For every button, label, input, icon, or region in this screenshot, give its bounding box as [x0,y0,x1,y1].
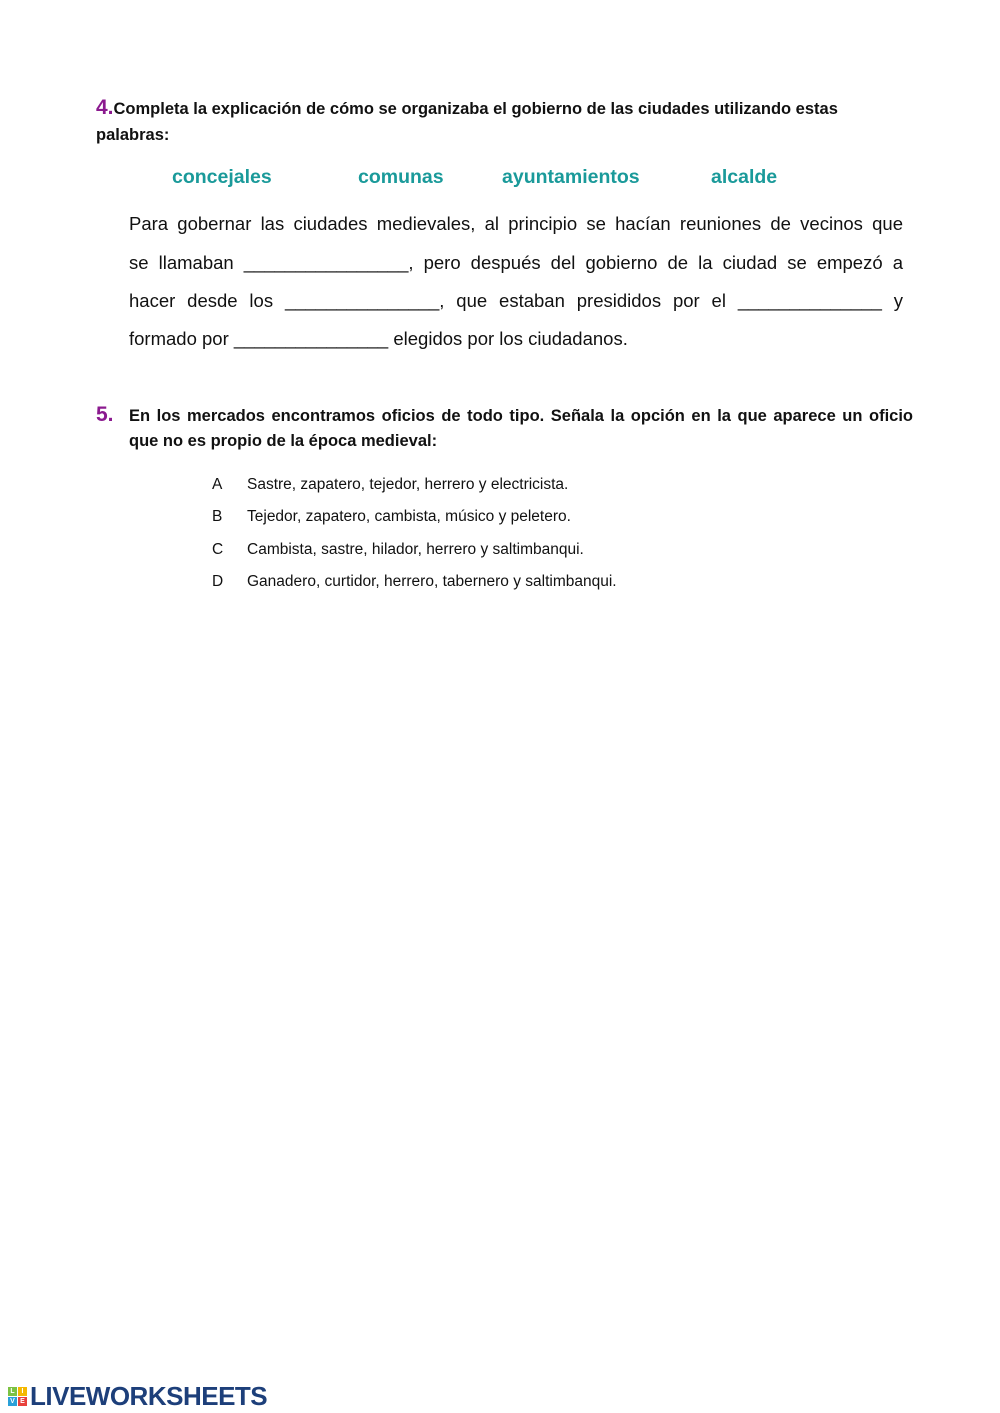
paragraph-line: hacer desde los _______________, que estaban presididos por el ______________ y [129,290,903,311]
question-4-heading [96,96,838,120]
logo-cube-letter: L [8,1387,17,1396]
logo-cube-letter: E [18,1397,27,1406]
option-letter: A [212,476,223,493]
logo-text: LIVEWORKSHEETS [30,1381,268,1411]
paragraph-line: Para gobernar las ciudades medievales, al principio se hacían reuniones de vecinos que [129,213,903,234]
option-text: Ganadero, curtidor, herrero, tabernero y saltimbanqui. [247,573,617,590]
word-bank-item: comunas [358,166,444,188]
logo-cube-letter: V [8,1397,17,1406]
paragraph-line: se llamaban ________________, pero después del gobierno de la ciudad se empezó a [129,252,903,273]
option-letter: C [212,541,224,558]
option-letter: D [212,573,224,590]
question-text: En los mercados encontramos oficios de todo tipo. Señala la opción en la que aparece un oficio que no es propio de la época medieval: [129,407,913,450]
option-text: Sastre, zapatero, tejedor, herrero y electricista. [247,476,569,493]
logo-cube-icon [8,1387,27,1406]
option-text: Cambista, sastre, hilador, herrero y saltimbanqui. [247,541,584,558]
question-number: 5. [96,403,114,426]
word-bank-item: ayuntamientos [502,166,640,188]
option-letter: B [212,508,223,525]
question-text-cont: palabras: [96,126,170,144]
logo-cube-letter: I [18,1387,27,1396]
liveworksheets-logo [8,1381,267,1412]
paragraph-line: formado por _______________ elegidos por los ciudadanos. [129,328,628,349]
question-number: 4. [96,96,114,119]
option-text: Tejedor, zapatero, cambista, músico y peletero. [247,508,571,525]
question-text: Completa la explicación de cómo se organizaba el gobierno de las ciudades utilizando estas [113,100,838,118]
word-bank-item: concejales [172,166,272,188]
word-bank-item: alcalde [711,166,778,188]
